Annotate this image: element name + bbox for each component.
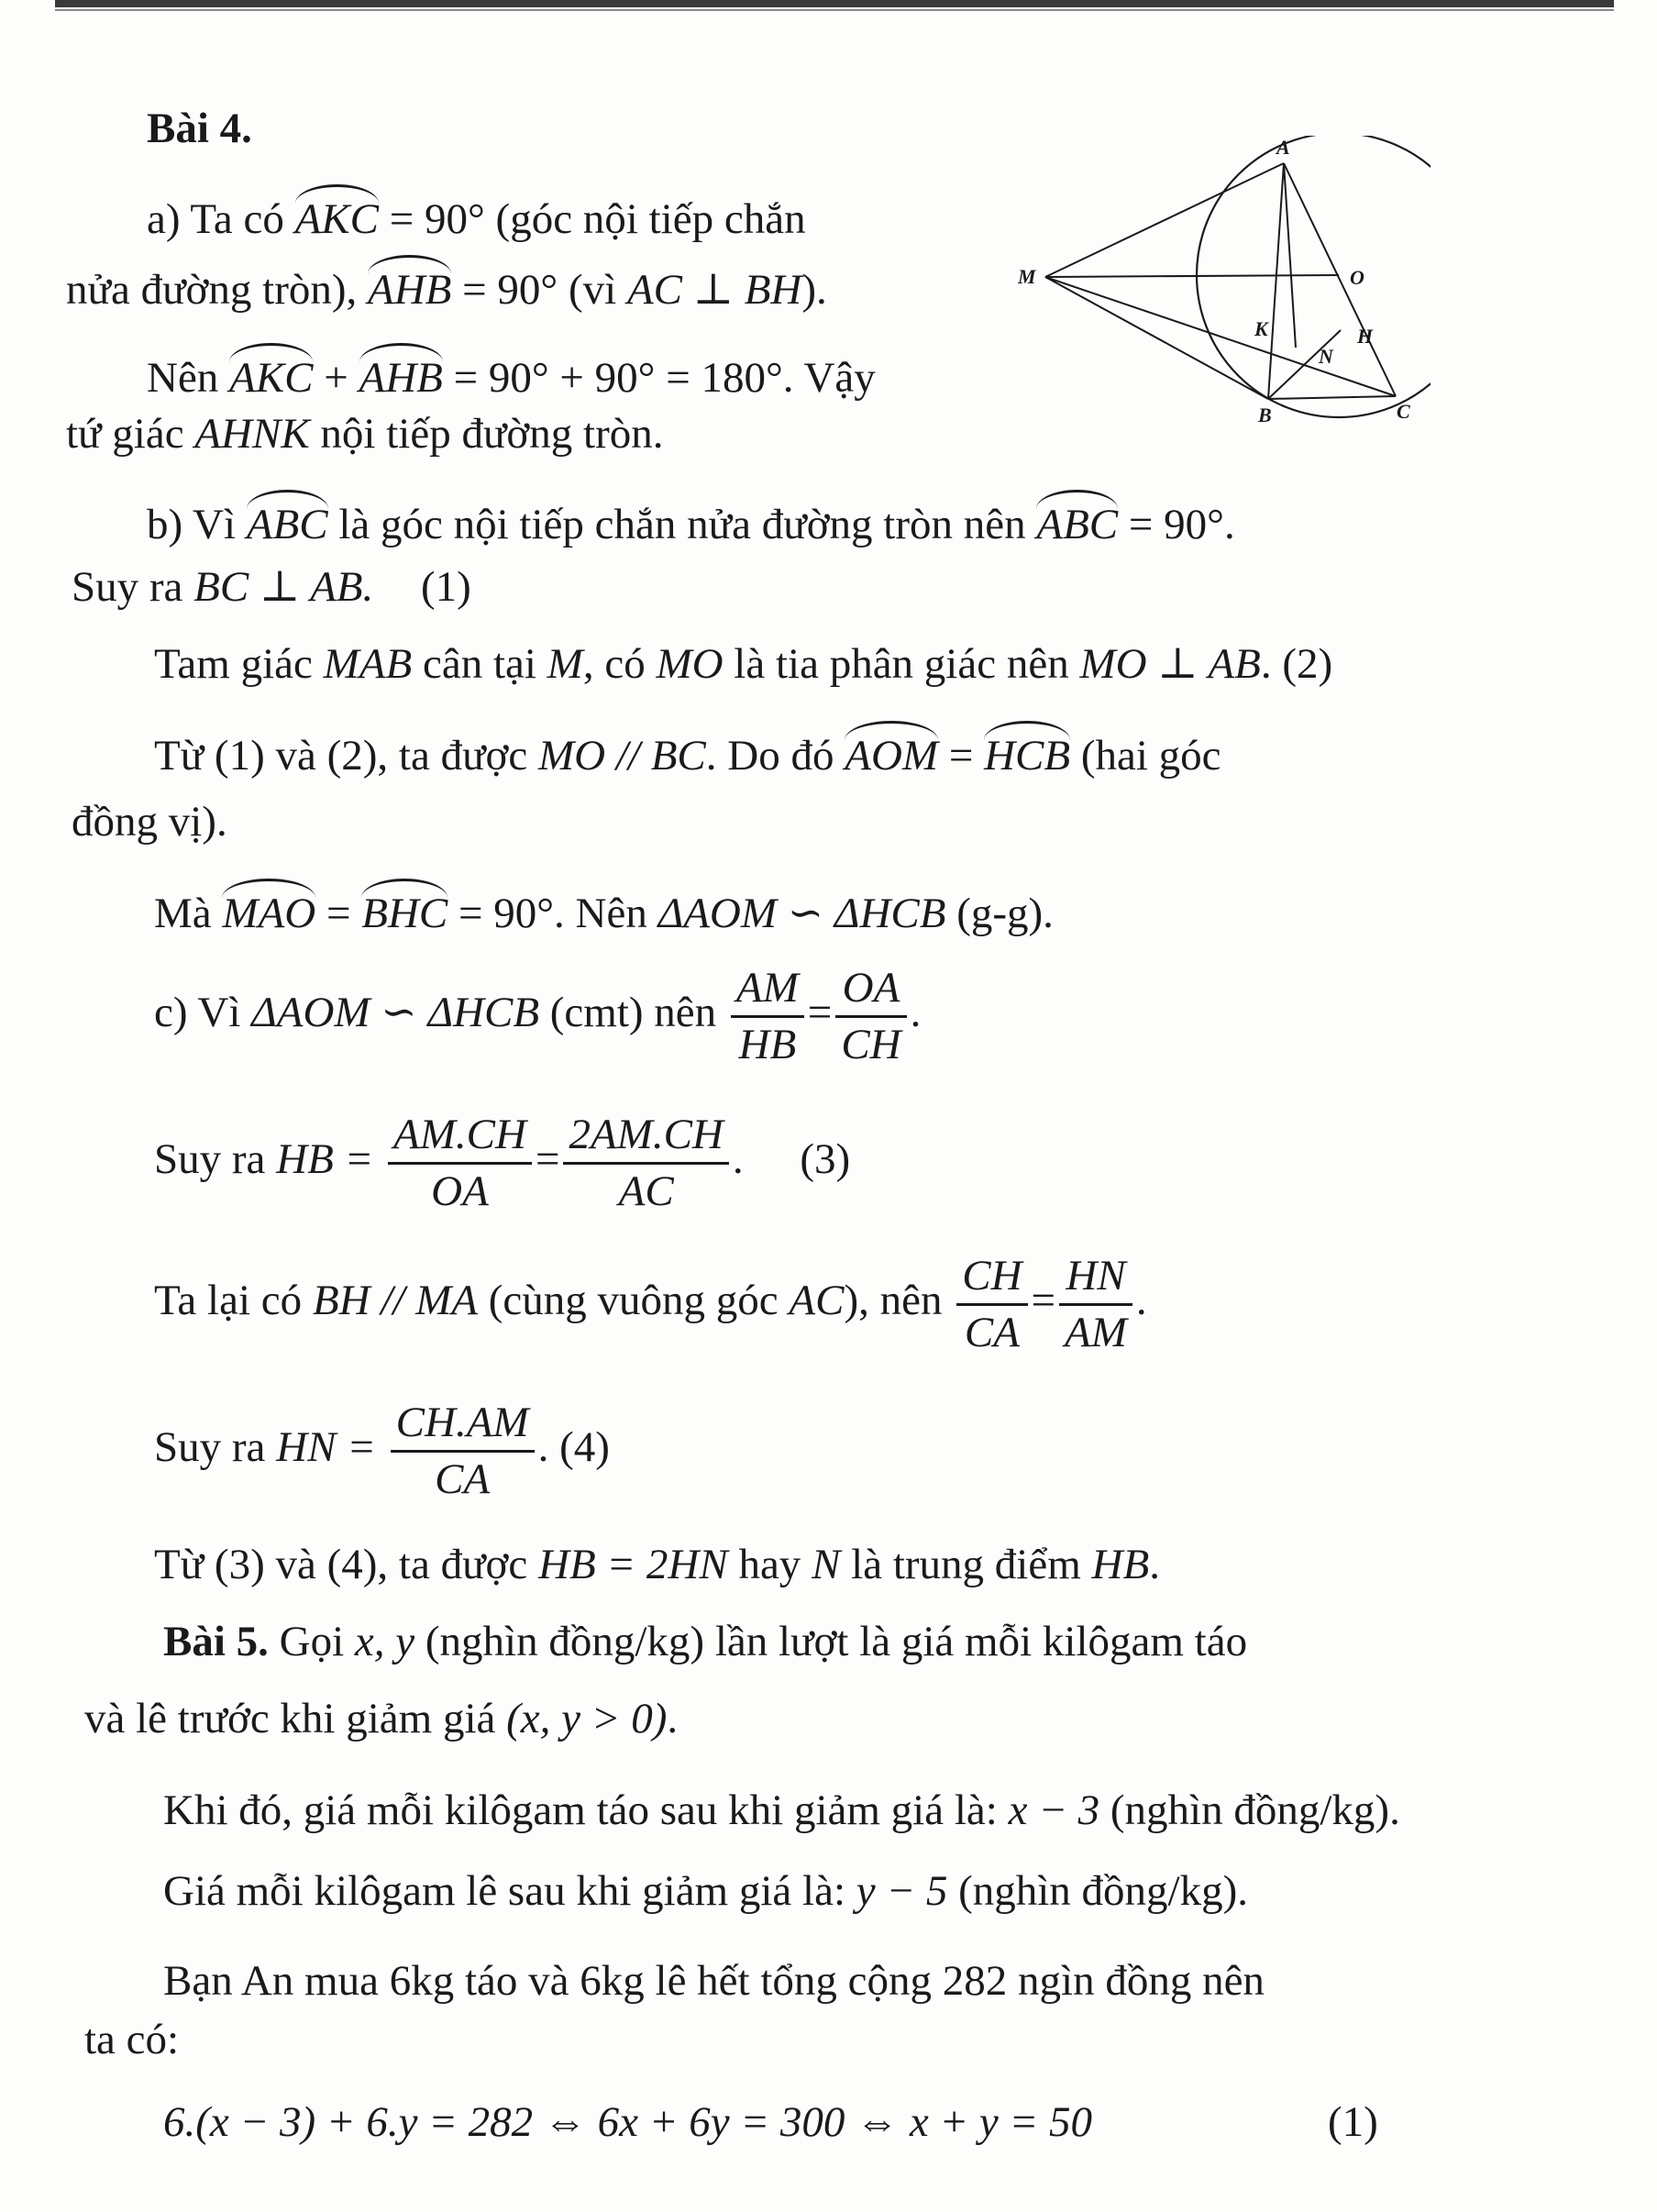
- label-o: O: [1350, 266, 1364, 289]
- bai4-a-line3: Nên AKC + AHB = 90° + 90° = 180°. Vậy: [147, 347, 876, 404]
- label-a: A: [1276, 136, 1290, 159]
- bai4-b-line2: Suy ra BC ⊥ AB. (1): [72, 563, 471, 611]
- fraction-am-hb: $\frac{AM}{HB}$: [731, 961, 804, 1072]
- bai4-b-line3: Tam giác MAB cân tại M, có MO là tia phân giác nên MO ⊥ AB. (2): [154, 640, 1333, 688]
- fraction-hn-am: $\frac{HN}{AM}$: [1059, 1249, 1132, 1360]
- label-m: M: [1018, 265, 1036, 288]
- bai5-line6: ta có:: [84, 2016, 180, 2063]
- bai5-title: Bài 5.: [163, 1618, 269, 1665]
- top-rule: [55, 0, 1614, 7]
- angle-abc: ABC: [247, 493, 328, 550]
- bai5-line5: Bạn An mua 6kg táo và 6kg lê hết tổng cộng 282 ngìn đồng nên: [163, 1957, 1265, 2005]
- bai4-a-line4: tứ giác AHNK nội tiếp đường tròn.: [66, 410, 664, 458]
- top-rule-thin: [55, 9, 1614, 11]
- bai4-c-line1: c) Vì ΔAOM ∽ ΔHCB (cmt) nên $\frac{AM}{HB}$ = $\frac{OA}{CH}$ .: [154, 961, 921, 1072]
- bai5-line3: Khi đó, giá mỗi kilôgam táo sau khi giảm giá là: x − 3 (nghìn đồng/kg).: [163, 1786, 1400, 1834]
- geometry-figure: [1018, 136, 1431, 438]
- segment-bc: [1268, 396, 1396, 399]
- bai4-a-line1: a) Ta có AKC = 90° (góc nội tiếp chắn: [147, 188, 806, 245]
- label-c: C: [1397, 400, 1410, 423]
- segment-ab: [1268, 163, 1284, 399]
- segment-mc: [1045, 277, 1396, 396]
- bai4-b-line1: b) Vì ABC là góc nội tiếp chắn nửa đường tròn nên ABC = 90°.: [147, 493, 1235, 550]
- fraction-amch-oa: $\frac{AM.CH}{OA}$: [388, 1108, 532, 1219]
- angle-hcb: HCB: [984, 724, 1070, 781]
- bai5-equation-tag: (1): [1328, 2098, 1378, 2146]
- bai4-title: Bài 4.: [147, 105, 252, 152]
- segment-mo: [1045, 275, 1339, 277]
- angle-bhc: BHC: [361, 882, 447, 939]
- segment-ak: [1284, 163, 1296, 348]
- segment-ac: [1284, 163, 1396, 396]
- bai5-equation-1: 6.(x − 3) + 6.y = 282 ⇔ 6x + 6y = 300 ⇔ x + y = 50: [163, 2098, 1092, 2146]
- bai4-a-line2: nửa đường tròn), AHB = 90° (vì AC ⊥ BH).: [66, 259, 827, 315]
- label-k: K: [1254, 317, 1268, 340]
- label-b: B: [1258, 404, 1272, 426]
- fraction-cham-ca: $\frac{CH.AM}{CA}$: [391, 1396, 535, 1507]
- fraction-oa-ch: $\frac{OA}{CH}$: [835, 961, 906, 1072]
- bai5-line4: Giá mỗi kilôgam lê sau khi giảm giá là: y − 5 (nghìn đồng/kg).: [163, 1867, 1249, 1915]
- bai4-b-line4: Từ (1) và (2), ta được MO // BC. Do đó AOM = HCB (hai góc: [154, 724, 1221, 781]
- bai5-line1: Bài 5. Gọi x, y (nghìn đồng/kg) lần lượt là giá mỗi kilôgam táo: [163, 1618, 1248, 1665]
- angle-ahb: AHB: [368, 259, 451, 315]
- segment-ma: [1045, 163, 1284, 277]
- angle-aom: AOM: [845, 724, 938, 781]
- angle-akc: AKC: [295, 188, 379, 245]
- bai4-b-line6: Mà MAO = BHC = 90°. Nên ΔAOM ∽ ΔHCB (g-g).: [154, 882, 1054, 939]
- bai4-c-line4: Suy ra HN = $\frac{CH.AM}{CA}$ . (4): [154, 1396, 610, 1507]
- bai4-c-line2: Suy ra HB = $\frac{AM.CH}{OA}$ = $\frac{2AM.CH}{AC}$ . (3): [154, 1108, 850, 1219]
- angle-mao: MAO: [222, 882, 315, 939]
- bai4-c-line5: Từ (3) và (4), ta được HB = 2HN hay N là trung điểm HB.: [154, 1541, 1160, 1588]
- bai4-c-line3: Ta lại có BH // MA (cùng vuông góc AC), nên $\frac{CH}{CA}$ = $\frac{HN}{AM}$ .: [154, 1249, 1147, 1360]
- label-n: N: [1319, 345, 1333, 368]
- label-h: H: [1357, 325, 1374, 348]
- fraction-ch-ca: $\frac{CH}{CA}$: [956, 1249, 1027, 1360]
- bai4-b-line5: đồng vị).: [72, 798, 227, 846]
- fraction-2amch-ac: $\frac{2AM.CH}{AC}$: [563, 1108, 728, 1219]
- bai5-line2: và lê trước khi giảm giá (x, y > 0).: [84, 1695, 679, 1742]
- segment-mb: [1045, 277, 1268, 399]
